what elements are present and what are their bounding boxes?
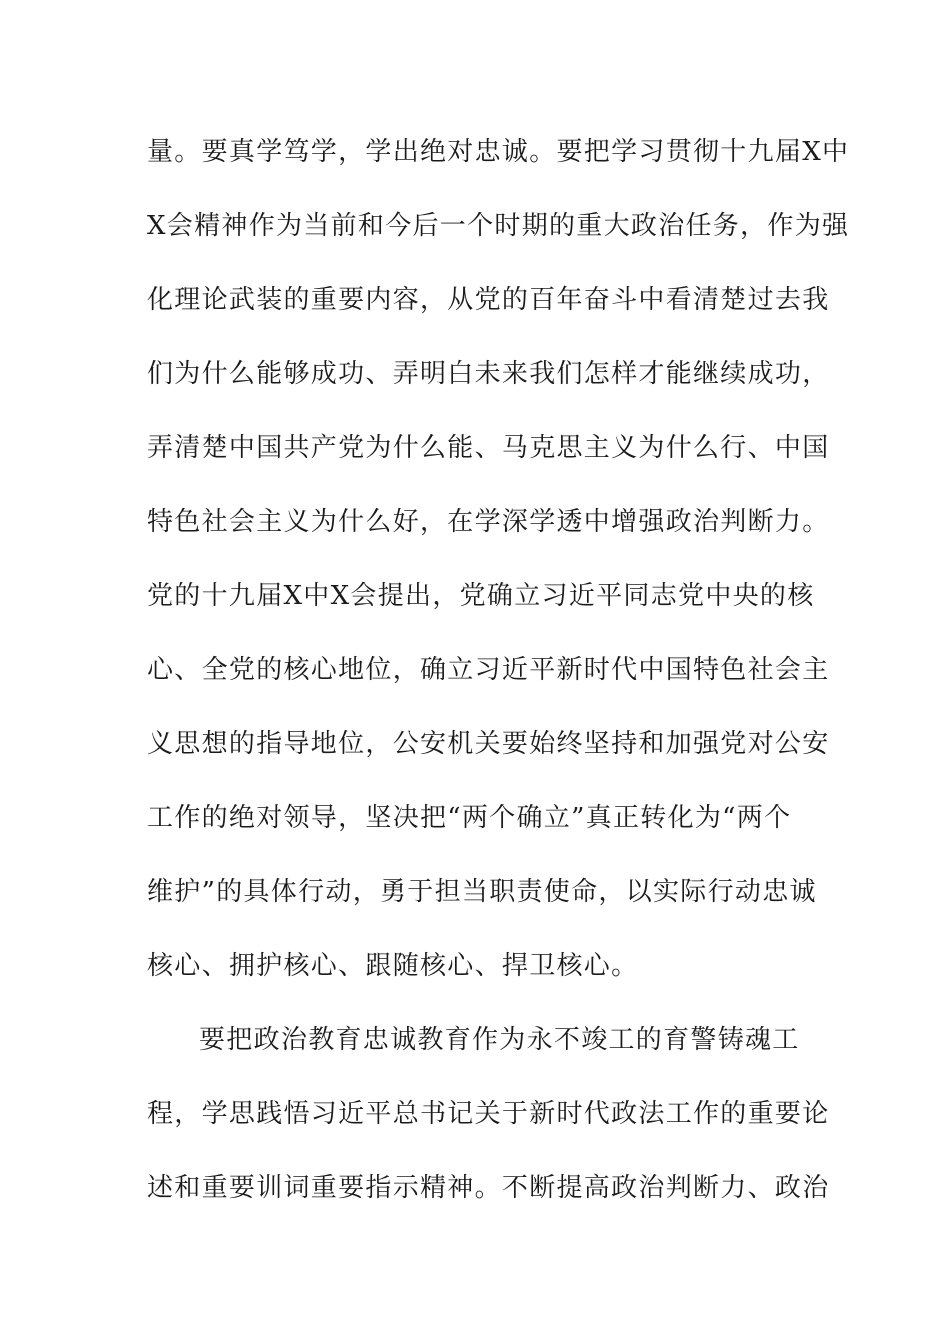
text-line: 程，学思践悟习近平总书记关于新时代政法工作的重要论 — [147, 1099, 830, 1129]
text-line: 工作的绝对领导，坚决把“两个确立”真正转化为“两个 — [147, 803, 792, 833]
text-line: 化理论武装的重要内容，从党的百年奋斗中看清楚过去我 — [147, 285, 830, 315]
text-line: 们为什么能够成功、弄明白未来我们怎样才能继续成功， — [147, 359, 830, 389]
text-line: 量。要真学笃学，学出绝对忠诚。要把学习贯彻十九届X中 — [147, 137, 850, 167]
text-line: 特色社会主义为什么好，在学深学透中增强政治判断力。 — [147, 507, 830, 537]
text-line: 心、全党的核心地位，确立习近平新时代中国特色社会主 — [147, 655, 830, 685]
document-body — [147, 125, 850, 1235]
text-line: 核心、拥护核心、跟随核心、捍卫核心。 — [147, 951, 639, 981]
text-line: 义思想的指导地位，公安机关要始终坚持和加强党对公安 — [147, 729, 830, 759]
paragraph-first-line: 要把政治教育忠诚教育作为永不竣工的育警铸魂工 — [199, 1025, 800, 1055]
text-line: 党的十九届X中X会提出，党确立习近平同志党中央的核 — [147, 581, 815, 611]
text-line: 弄清楚中国共产党为什么能、马克思主义为什么行、中国 — [147, 433, 830, 463]
text-line: 述和重要训词重要指示精神。不断提高政治判断力、政治 — [147, 1173, 830, 1203]
text-line: X会精神作为当前和今后一个时期的重大政治任务，作为强 — [147, 211, 850, 241]
text-line: 维护”的具体行动，勇于担当职责使命，以实际行动忠诚 — [147, 877, 817, 907]
